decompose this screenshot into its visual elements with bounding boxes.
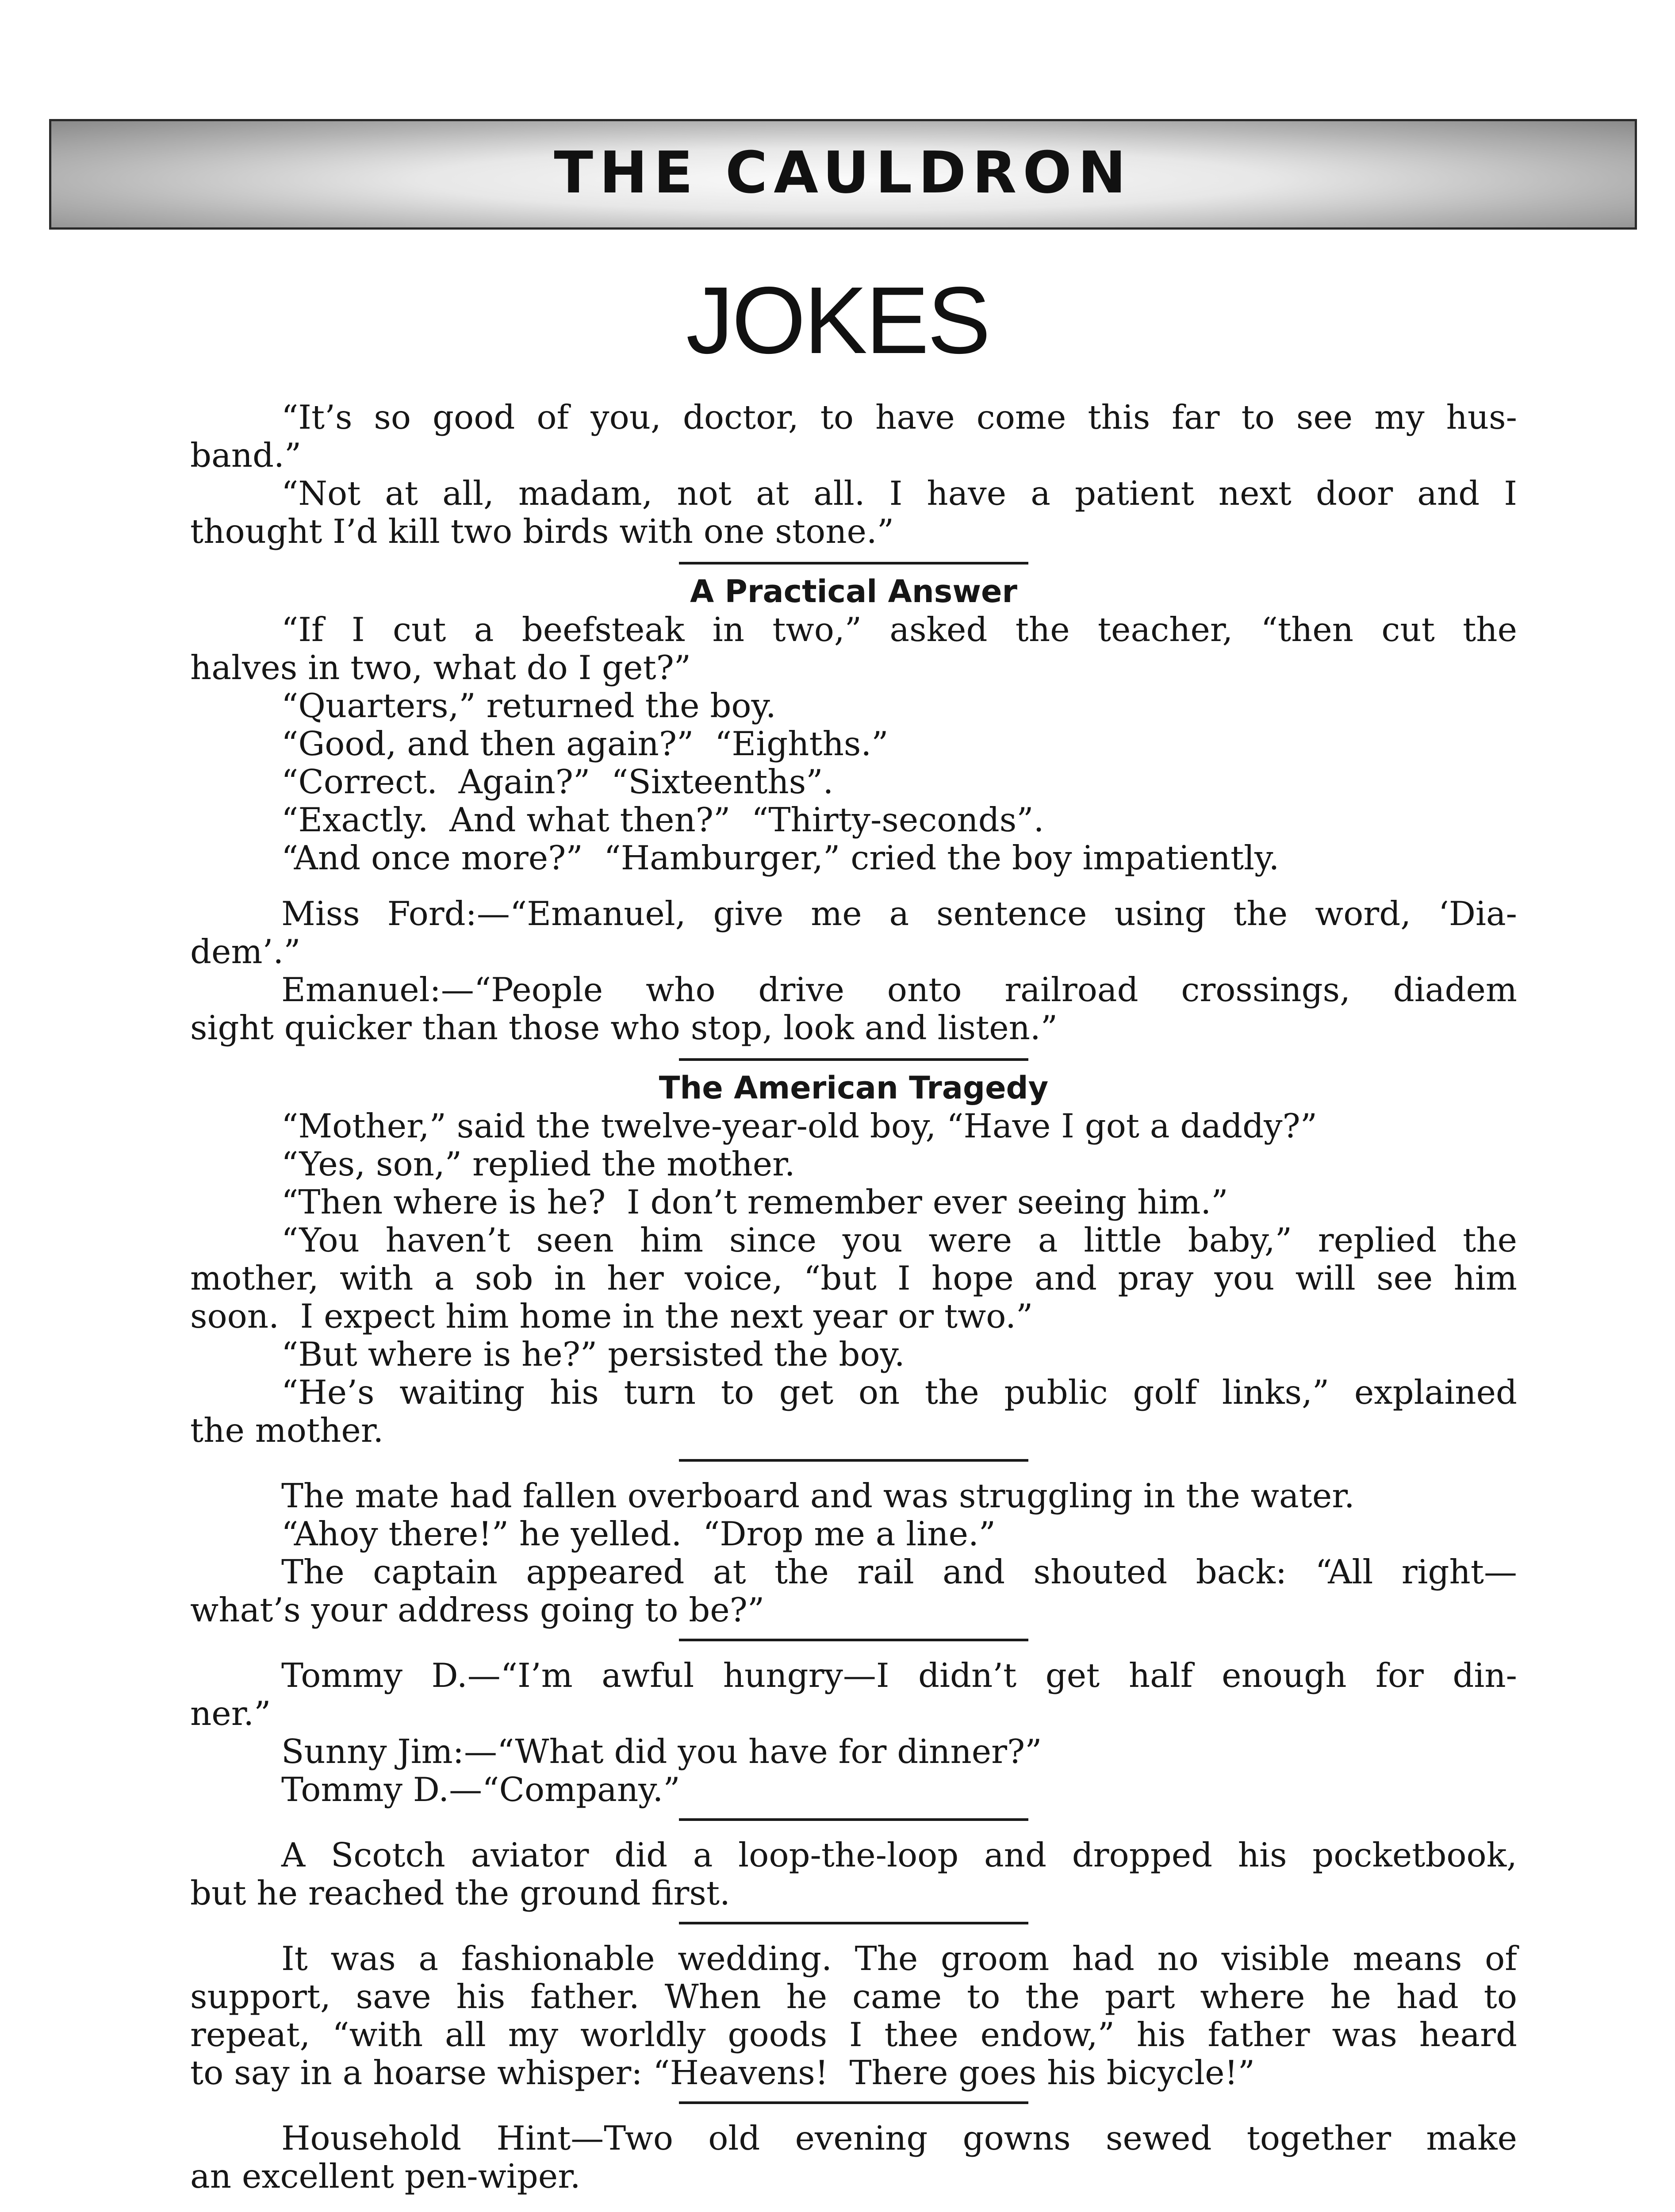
joke-line: dem’.” <box>190 932 301 971</box>
joke-line: “Exactly. And what then?” “Thirty-seconds”. <box>281 800 1044 839</box>
joke-line: Miss Ford:—“Emanuel, give me a sentence using the word, ‘Dia- <box>281 894 1517 933</box>
joke-line: Tommy D.—“Company.” <box>281 1770 680 1809</box>
joke-line: “Correct. Again?” “Sixteenths”. <box>281 762 834 801</box>
joke-line: thought I’d kill two birds with one stone.” <box>190 512 894 551</box>
joke-line: “And once more?” “Hamburger,” cried the boy impatiently. <box>281 838 1280 877</box>
joke-line: The captain appeared at the rail and shouted back: “All right— <box>281 1552 1517 1591</box>
joke-heading: A Practical Answer <box>690 573 1017 610</box>
divider-rule <box>679 1639 1028 1641</box>
joke-line: Sunny Jim:—“What did you have for dinner?” <box>281 1732 1042 1771</box>
joke-line: ner.” <box>190 1694 271 1733</box>
joke-line: an excellent pen-wiper. <box>190 2157 581 2196</box>
joke-line: Emanuel:—“People who drive onto railroad crossings, diadem <box>281 970 1517 1009</box>
page-title: JOKES <box>686 267 989 373</box>
joke-line: “Quarters,” returned the boy. <box>281 686 776 725</box>
joke-line: “Then where is he? I don’t remember ever seeing him.” <box>281 1183 1228 1221</box>
joke-line: mother, with a sob in her voice, “but I hope and pray you will see him <box>190 1259 1517 1298</box>
jokes-body <box>190 398 1517 2195</box>
joke-line: halves in two, what do I get?” <box>190 648 691 687</box>
joke-line: “Ahoy there!” he yelled. “Drop me a line.” <box>281 1514 996 1553</box>
banner-title: THE CAULDRON <box>554 139 1132 206</box>
joke-line: band.” <box>190 436 302 475</box>
joke-line: “But where is he?” persisted the boy. <box>281 1335 905 1374</box>
joke-line: The mate had fallen overboard and was struggling in the water. <box>281 1476 1355 1515</box>
header-banner <box>49 119 1637 230</box>
joke-line: “It’s so good of you, doctor, to have come this far to see my hus- <box>281 398 1517 437</box>
joke-line: support, save his father. When he came to the part where he had to <box>190 1977 1517 2016</box>
joke-line: “Good, and then again?” “Eighths.” <box>281 724 889 763</box>
joke-line: “Not at all, madam, not at all. I have a patient next door and I <box>281 474 1517 513</box>
joke-line: “If I cut a beefsteak in two,” asked the teacher, “then cut the <box>281 610 1517 649</box>
joke-line: “Yes, son,” replied the mother. <box>281 1144 795 1183</box>
divider-rule <box>679 562 1028 565</box>
divider-rule <box>679 1922 1028 1924</box>
joke-line: “He’s waiting his turn to get on the public golf links,” explained <box>281 1373 1517 1412</box>
spacer <box>190 877 1517 895</box>
joke-line: It was a fashionable wedding. The groom had no visible means of <box>281 1939 1517 1978</box>
joke-line: repeat, “with all my worldly goods I thee endow,” his father was heard <box>190 2015 1517 2054</box>
joke-line: “You haven’t seen him since you were a little baby,” replied the <box>281 1221 1517 1260</box>
joke-line: A Scotch aviator did a loop-the-loop and dropped his pocketbook, <box>281 1836 1517 1874</box>
divider-rule <box>679 1058 1028 1061</box>
joke-line: but he reached the ground first. <box>190 1874 730 1912</box>
divider-rule <box>679 2101 1028 2104</box>
joke-line: Household Hint—Two old evening gowns sewed together make <box>281 2119 1517 2158</box>
divider-rule <box>679 1818 1028 1821</box>
joke-line: soon. I expect him home in the next year or two.” <box>190 1297 1033 1336</box>
divider-rule <box>679 1459 1028 1462</box>
joke-line: Tommy D.—“I’m awful hungry—I didn’t get half enough for din- <box>281 1656 1517 1695</box>
joke-line: sight quicker than those who stop, look and listen.” <box>190 1008 1058 1047</box>
joke-line: what’s your address going to be?” <box>190 1590 765 1629</box>
joke-line: to say in a hoarse whisper: “Heavens! There goes his bicycle!” <box>190 2053 1255 2092</box>
joke-heading: The American Tragedy <box>659 1070 1049 1106</box>
joke-line: the mother. <box>190 1411 384 1450</box>
joke-line: “Mother,” said the twelve-year-old boy, “Have I got a daddy?” <box>281 1106 1318 1145</box>
